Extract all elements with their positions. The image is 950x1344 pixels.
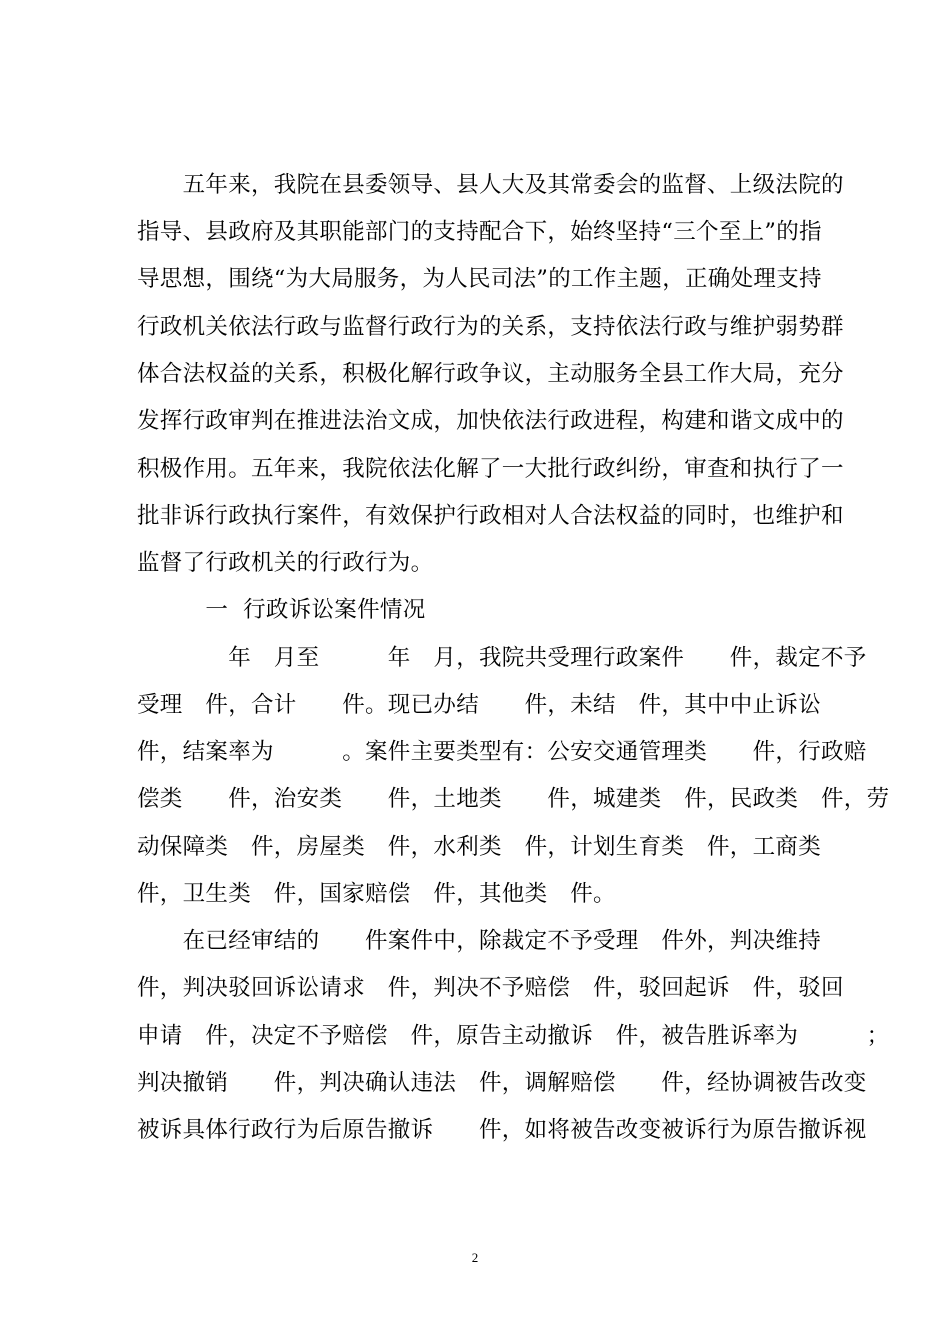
- paragraph-line: 五年来，我院在县委领导、县人大及其常委会的监督、上级法院的: [137, 172, 844, 198]
- section-heading: 一 行政诉讼案件情况: [137, 597, 426, 623]
- paragraph-line: 发挥行政审判在推进法治文成，加快依法行政进程，构建和谐文成中的: [137, 408, 844, 434]
- paragraph-line: 件，结案率为 。案件主要类型有：公安交通管理类 件，行政赔: [137, 739, 867, 765]
- page-number: 2: [471, 1250, 479, 1265]
- paragraph-line: 积极作用。五年来，我院依法化解了一大批行政纠纷，审查和执行了一: [137, 456, 844, 482]
- paragraph-line: 判决撤销 件，判决确认违法 件，调解赔偿 件，经协调被告改变: [137, 1070, 867, 1096]
- paragraph-line: 动保障类 件，房屋类 件，水利类 件，计划生育类 件，工商类: [137, 834, 822, 860]
- paragraph-line: 申请 件，决定不予赔偿 件，原告主动撤诉 件，被告胜诉率为 ；: [137, 1023, 890, 1049]
- paragraph-line: 受理 件，合计 件。现已办结 件，未结 件，其中中止诉讼: [137, 692, 822, 718]
- paragraph-line: 导思想，围绕“为大局服务，为人民司法”的工作主题，正确处理支持: [137, 266, 822, 292]
- paragraph-line: 指导、县政府及其职能部门的支持配合下，始终坚持“三个至上”的指: [137, 219, 822, 245]
- paragraph-line: 监督了行政机关的行政行为。: [137, 550, 434, 576]
- paragraph-line: 件，卫生类 件，国家赔偿 件，其他类 件。: [137, 881, 616, 907]
- paragraph-line: 被诉具体行政行为后原告撤诉 件，如将被告改变被诉行为原告撤诉视: [137, 1117, 867, 1143]
- paragraph-line: 在已经审结的 件案件中，除裁定不予受理 件外，判决维持: [137, 928, 822, 954]
- paragraph-line: 偿类 件，治安类 件，土地类 件，城建类 件，民政类 件，劳: [137, 786, 890, 812]
- paragraph-line: 年 月至 年 月，我院共受理行政案件 件，裁定不予: [137, 645, 867, 671]
- paragraph-line: 行政机关依法行政与监督行政行为的关系，支持依法行政与维护弱势群: [137, 314, 844, 340]
- paragraph-line: 体合法权益的关系，积极化解行政争议，主动服务全县工作大局，充分: [137, 361, 844, 387]
- paragraph-line: 件，判决驳回诉讼请求 件，判决不予赔偿 件，驳回起诉 件，驳回: [137, 975, 844, 1001]
- paragraph-line: 批非诉行政执行案件，有效保护行政相对人合法权益的同时，也维护和: [137, 503, 844, 529]
